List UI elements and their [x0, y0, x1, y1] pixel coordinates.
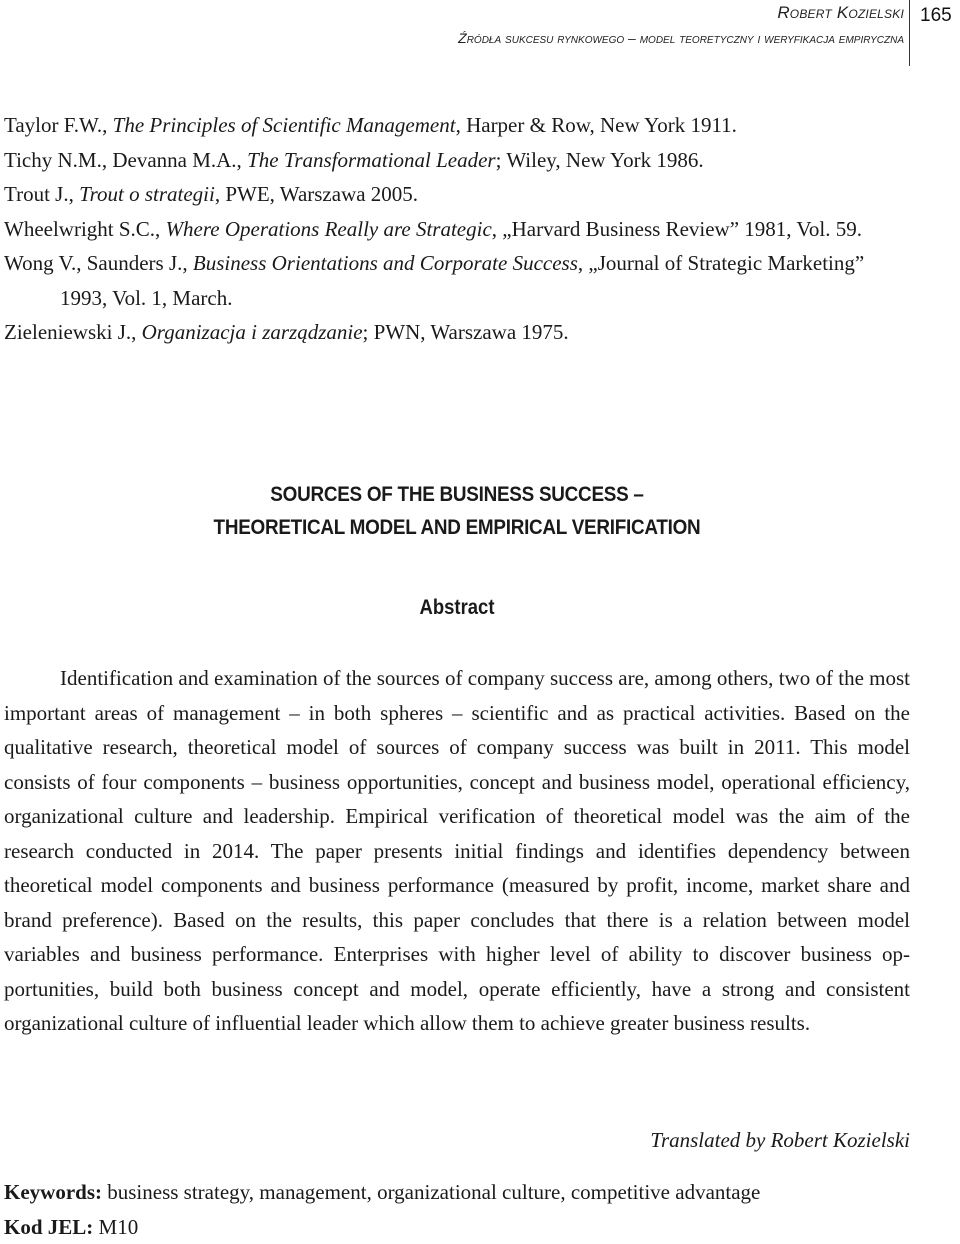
header-running-title: Źródła sukcesu rynkowego – model teoretyczny i weryfikacja empiryczna — [458, 27, 904, 49]
translator-credit: Translated by Robert Kozielski — [4, 1124, 910, 1156]
running-header-text — [458, 2, 904, 49]
reference-details: , Harper & Row, New York 1911. — [456, 113, 737, 137]
reference-title: The Transformational Leader — [247, 148, 496, 172]
reference-item — [4, 108, 910, 143]
reference-item — [4, 315, 910, 350]
reference-authors: Zieleniewski J., — [4, 320, 142, 344]
abstract-heading: Abstract — [55, 593, 859, 623]
reference-details: , „Harvard Business Review” 1981, Vol. 59. — [492, 217, 862, 241]
reference-authors: Wong V., Saunders J., — [4, 251, 193, 275]
reference-details: , PWE, Warszawa 2005. — [215, 182, 418, 206]
reference-title: The Principles of Scientific Management — [113, 113, 456, 137]
jel-code-label: Kod JEL: — [4, 1215, 93, 1239]
paper-title — [46, 478, 869, 544]
reference-details: ; Wiley, New York 1986. — [496, 148, 704, 172]
reference-authors: Taylor F.W., — [4, 113, 113, 137]
paper-title-line-1: SOURCES OF THE BUSINESS SUCCESS – — [46, 478, 869, 511]
page-number: 165 — [920, 5, 952, 27]
abstract-body: Identification and examination of the sources of company success are, among others, two of the most important areas of management – in both spheres – scientific and as practical activities. Based on the qualitative research, theoretical model of sources of company success was built in 2011. This model consists of four components – business opportunities, concept and business model, operational efficiency, organizational culture and leadership. Empirical verification of theoretical model was the aim of the research conducted in 2014. The paper presents initial findings and identifies dependency between theoretical model components and business performance (measured by profit, income, market share and brand preference). Based on the results, this paper concludes that there is a relation between model variables and business performance. Enterprises with higher level of ability to discover business opportunities, build both business concept and model, operate efficiently, have a strong and consistent organizational culture of influential leader which allow them to achieve greater business results. — [4, 661, 910, 1041]
reference-item — [4, 212, 910, 247]
keywords-value: business strategy, management, organizational culture, competitive advantage — [102, 1180, 760, 1204]
reference-authors: Tichy N.M., Devanna M.A., — [4, 148, 247, 172]
reference-authors: Trout J., — [4, 182, 79, 206]
reference-item — [4, 246, 910, 315]
reference-details: ; PWN, Warszawa 1975. — [363, 320, 569, 344]
reference-item — [4, 177, 910, 212]
keywords-block — [4, 1175, 944, 1244]
keywords-label: Keywords: — [4, 1180, 102, 1204]
reference-authors: Wheelwright S.C., — [4, 217, 166, 241]
reference-list — [4, 108, 910, 350]
keywords-line — [4, 1175, 944, 1210]
reference-title: Business Orientations and Corporate Success — [193, 251, 578, 275]
reference-item — [4, 143, 910, 178]
reference-title: Where Operations Really are Strategic — [166, 217, 492, 241]
running-header — [0, 0, 960, 70]
header-author: Robert Kozielski — [458, 2, 904, 24]
header-divider — [909, 0, 910, 66]
reference-title: Organizacja i zarządzanie — [142, 320, 363, 344]
reference-details: , „Journal of Strategic Marketing” 1993, Vol. 1, March. — [60, 251, 864, 310]
paper-title-line-2: THEORETICAL MODEL AND EMPIRICAL VERIFICATION — [46, 511, 869, 544]
reference-title: Trout o strategii — [79, 182, 215, 206]
jel-code-value: M10 — [93, 1215, 138, 1239]
